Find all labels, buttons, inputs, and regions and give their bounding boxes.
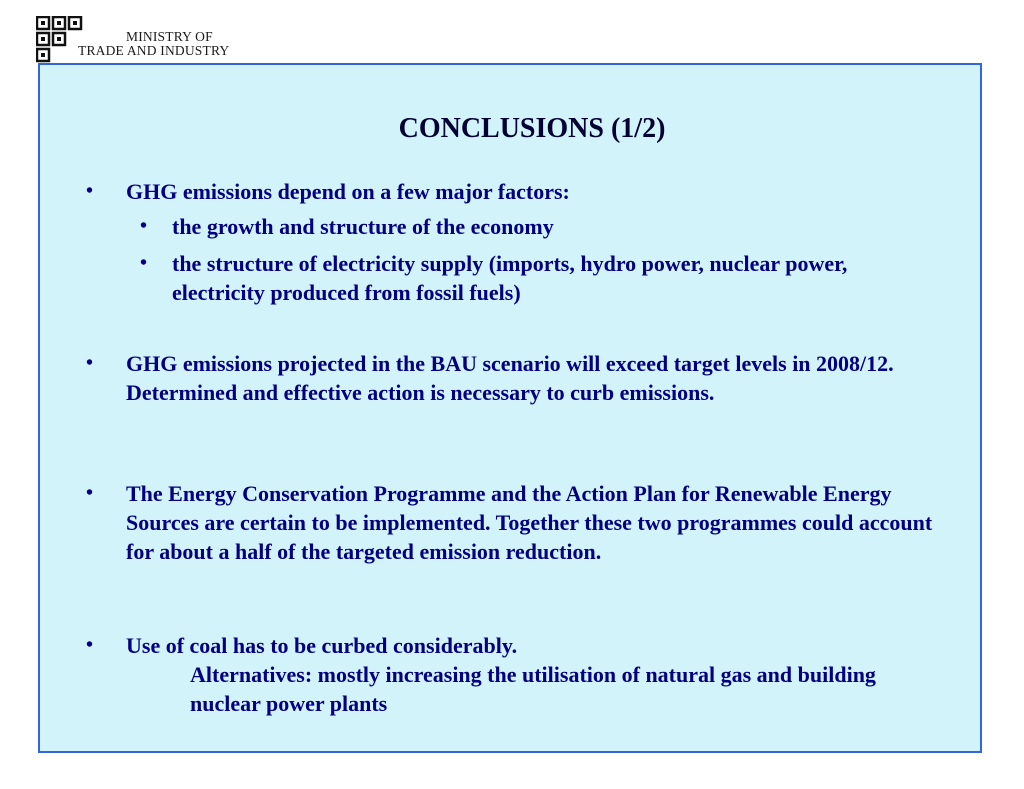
bullet-icon: • <box>86 180 94 202</box>
sub-bullet-item-2 <box>140 249 930 307</box>
bullet-text-4-main: Use of coal has to be curbed considerably. <box>126 633 518 658</box>
sub-bullet-text-2: the structure of electricity supply (imports, hydro power, nuclear power, electricity produced from fossil fuels) <box>172 251 848 305</box>
sub-bullet-text-1: the growth and structure of the economy <box>172 214 554 239</box>
ministry-name <box>78 30 268 58</box>
bullet-text-3: The Energy Conservation Programme and the Action Plan for Renewable Energy Sources are certain to be implemented. Together these two programmes could account for about a half of the targeted emission reduction. <box>126 481 933 564</box>
ministry-line-2: TRADE AND INDUSTRY <box>78 43 230 58</box>
bullet-text-4 <box>126 631 946 718</box>
bullet-item-3 <box>86 479 946 566</box>
sub-bullet-item-1 <box>140 212 930 241</box>
slide-title: CONCLUSIONS (1/2) <box>398 113 666 144</box>
bullet-icon: • <box>86 482 94 504</box>
content-panel <box>38 63 982 753</box>
bullet-icon: • <box>86 352 94 374</box>
bullet-icon: • <box>140 215 148 237</box>
bullet-icon: • <box>86 634 94 656</box>
bullet-item-2 <box>86 349 946 407</box>
bullet-text-4-continuation: Alternatives: mostly increasing the utilisation of natural gas and building nuclear power plants <box>190 662 876 716</box>
bullet-item-4 <box>86 631 946 718</box>
ministry-line-1: MINISTRY OF <box>126 29 213 44</box>
bullet-text-1: GHG emissions depend on a few major factors: <box>126 179 570 204</box>
bullet-icon: • <box>140 252 148 274</box>
bullet-text-2: GHG emissions projected in the BAU scenario will exceed target levels in 2008/12. Determined and effective action is necessary to curb emissions. <box>126 351 894 405</box>
bullet-item-1 <box>86 177 946 206</box>
